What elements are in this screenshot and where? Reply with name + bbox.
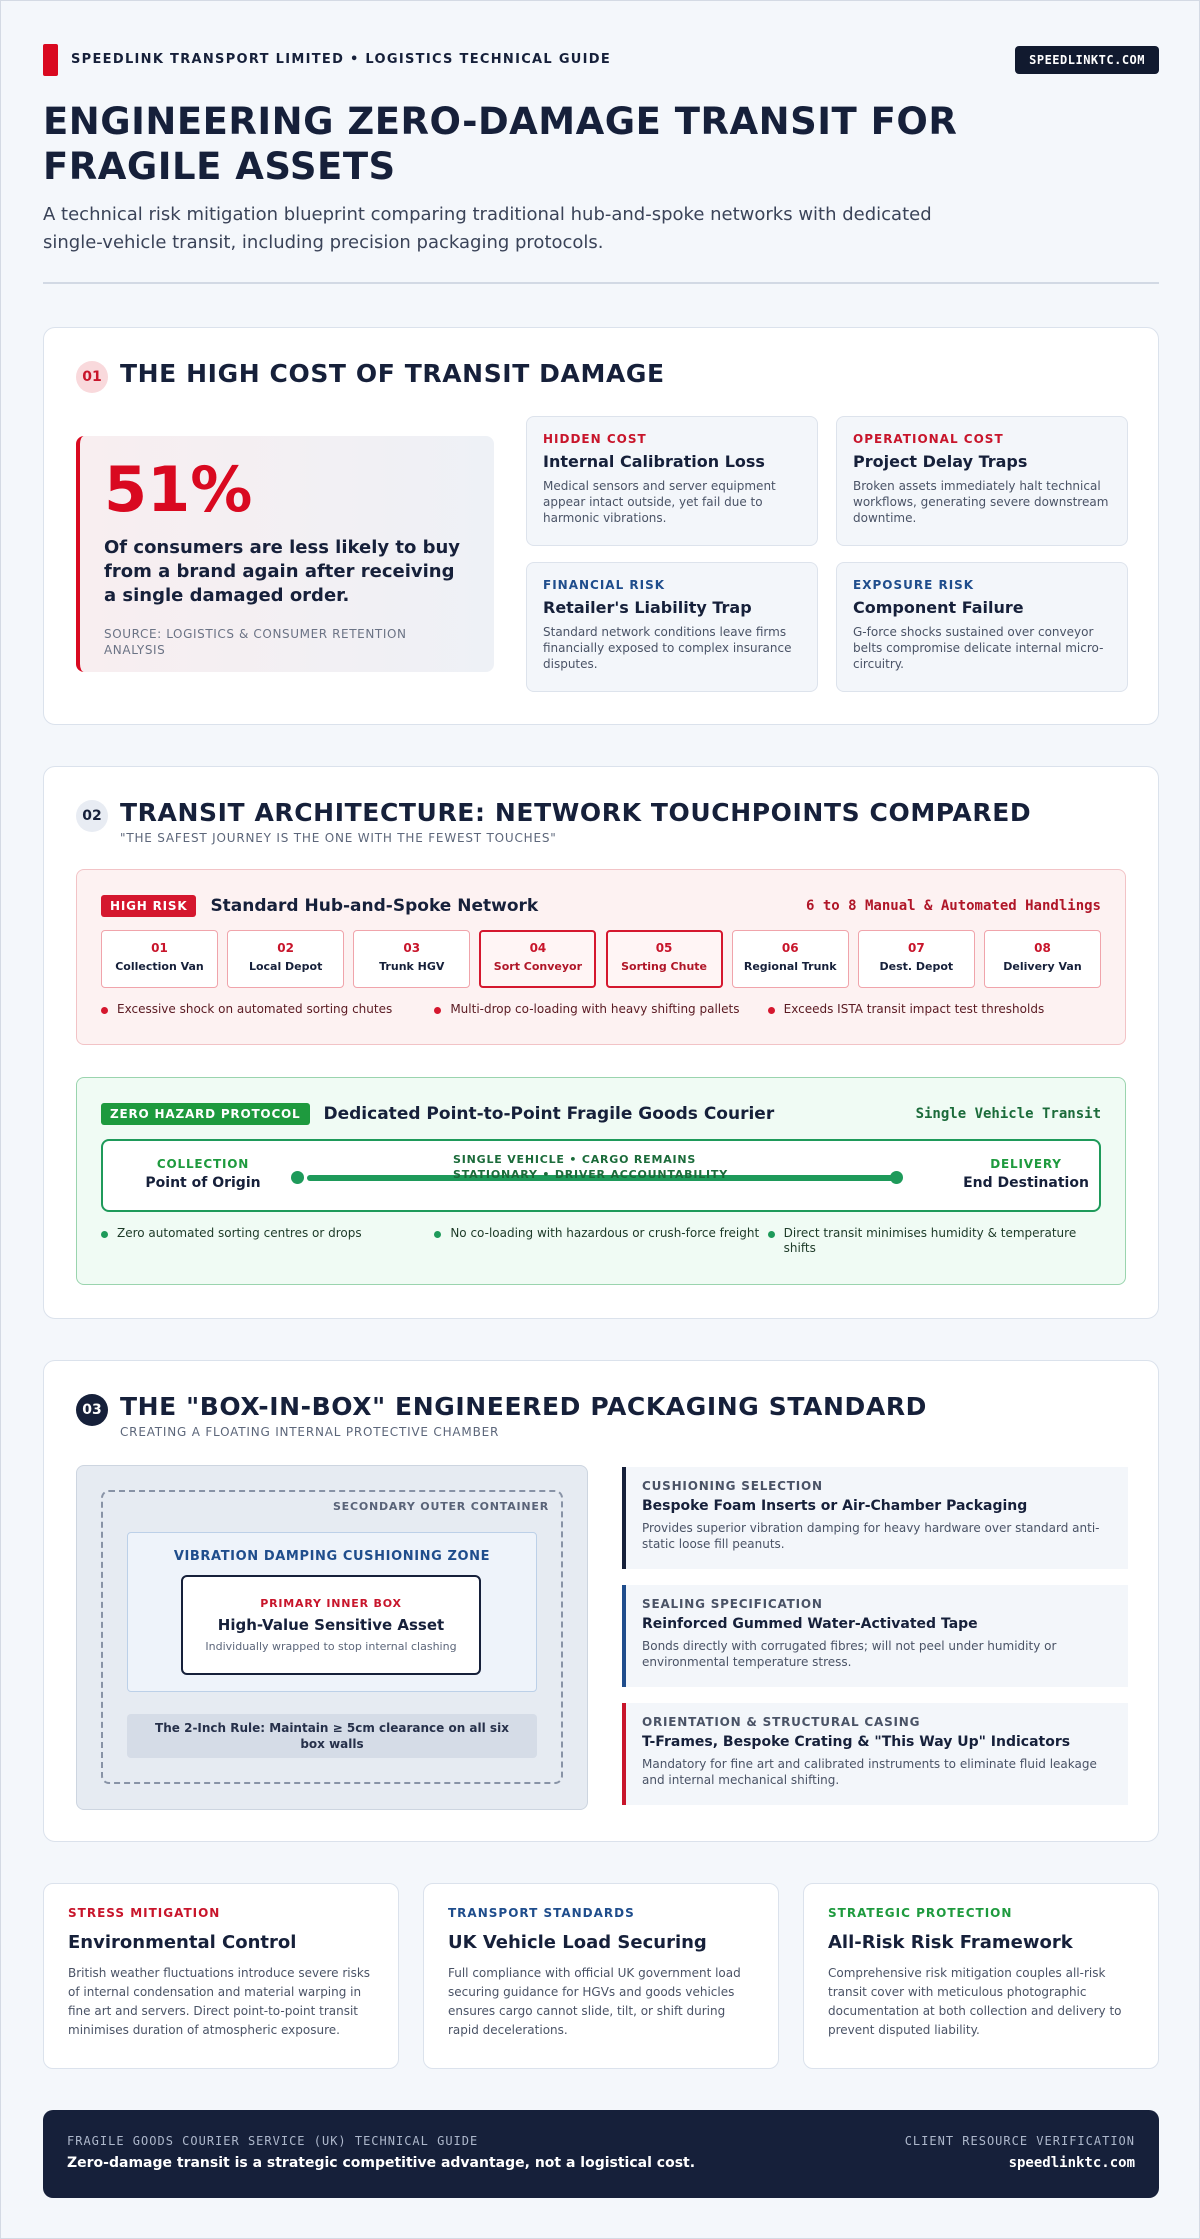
spec-item xyxy=(622,1467,1128,1569)
spec-item xyxy=(622,1585,1128,1687)
header-divider xyxy=(43,282,1159,284)
destination-name: End Destination xyxy=(963,1175,1089,1191)
touchpoint-name: Sorting Chute xyxy=(621,960,708,973)
spec-item xyxy=(622,1703,1128,1805)
spec-desc: Bonds directly with corrugated fibres; will not peel under humidity or environmental temperature stress. xyxy=(642,1639,1057,1669)
brand-mark-icon xyxy=(43,44,58,76)
spec-desc: Mandatory for fine art and calibrated instruments to eliminate fluid leakage and internal mechanical shifting. xyxy=(642,1757,1097,1787)
risk-title: Retailer's Liability Trap xyxy=(543,598,752,617)
footer-text: Zero-damage transit is a strategic competitive advantage, not a logistical cost. xyxy=(67,2155,696,2171)
info-card-title: All-Risk Risk Framework xyxy=(828,1932,1073,1953)
destination-label: DELIVERY xyxy=(990,1157,1062,1171)
touchpoint-number: 08 xyxy=(1034,941,1051,955)
info-card-desc: Full compliance with official UK government load securing guidance for HGVs and goods vehicles ensures cargo cannot slide, tilt, or shift during rapid decelerations. xyxy=(448,1966,741,2037)
clearance-rule: The 2-Inch Rule: Maintain ≥ 5cm clearance on all six box walls xyxy=(127,1714,537,1758)
bullet-dot-icon xyxy=(434,1231,441,1238)
dedicated-bullets xyxy=(101,1226,1101,1256)
touchpoint-list xyxy=(101,930,1101,988)
list-item xyxy=(101,1002,434,1017)
page-title: ENGINEERING ZERO-DAMAGE TRANSIT FOR FRAGILE ASSETS xyxy=(43,100,958,188)
spec-tag: CUSHIONING SELECTION xyxy=(642,1479,823,1493)
risk-tag: EXPOSURE RISK xyxy=(853,578,975,592)
risk-title: Internal Calibration Loss xyxy=(543,452,765,471)
spec-title: Bespoke Foam Inserts or Air-Chamber Packaging xyxy=(642,1498,1028,1514)
section-number-badge: 01 xyxy=(76,361,108,393)
section-number-badge: 03 xyxy=(76,1394,108,1426)
risk-grid xyxy=(526,416,1128,692)
bullet-text: Excessive shock on automated sorting chutes xyxy=(117,1002,393,1016)
cushioning-zone-label: VIBRATION DAMPING CUSHIONING ZONE xyxy=(173,1549,491,1564)
hub-bullets xyxy=(101,1002,1101,1017)
list-item xyxy=(434,1002,767,1017)
risk-tag: HIDDEN COST xyxy=(543,432,647,446)
footer-verification-label: CLIENT RESOURCE VERIFICATION xyxy=(904,2134,1135,2148)
footer xyxy=(43,2110,1159,2198)
box-in-box-diagram xyxy=(76,1465,588,1810)
dedicated-header xyxy=(101,1103,1101,1125)
footer-domain-link[interactable]: speedlinktc.com xyxy=(1008,2155,1135,2171)
stat-callout xyxy=(76,436,494,672)
bullet-dot-icon xyxy=(101,1007,108,1014)
risk-title: Component Failure xyxy=(853,598,1024,617)
spec-tag: ORIENTATION & STRUCTURAL CASING xyxy=(642,1715,921,1729)
section-packaging-standard xyxy=(43,1360,1159,1842)
bullet-dot-icon xyxy=(434,1007,441,1014)
bullet-text: Exceeds ISTA transit impact test thresholds xyxy=(783,1002,1045,1016)
touchpoint xyxy=(732,930,849,988)
touchpoint-name: Local Depot xyxy=(248,960,323,973)
dedicated-title: Dedicated Point-to-Point Fragile Goods Courier xyxy=(323,1104,775,1124)
section-transit-architecture xyxy=(43,766,1159,1319)
list-item xyxy=(768,1226,1101,1256)
touchpoint-number: 07 xyxy=(907,941,925,955)
risk-card xyxy=(526,562,818,692)
touchpoint-number: 05 xyxy=(655,941,673,955)
risk-card xyxy=(526,416,818,546)
inner-box-tag: PRIMARY INNER BOX xyxy=(260,1597,402,1610)
brand-text: SPEEDLINK TRANSPORT LIMITED • LOGISTICS TECHNICAL GUIDE xyxy=(71,52,612,67)
page xyxy=(1,1,1200,2239)
touchpoint-high-shock xyxy=(479,930,596,988)
risk-card xyxy=(836,562,1128,692)
stat-text: Of consumers are less likely to buy from a brand again after receiving a single damaged order. xyxy=(104,537,461,606)
info-card-tag: TRANSPORT STANDARDS xyxy=(448,1906,635,1920)
list-item xyxy=(768,1002,1101,1017)
cushioning-zone xyxy=(127,1532,537,1692)
section-transit-damage xyxy=(43,327,1159,725)
bullet-text: Zero automated sorting centres or drops xyxy=(117,1226,362,1240)
list-item xyxy=(434,1226,767,1256)
hub-header xyxy=(101,895,1101,917)
handling-count: 6 to 8 Manual & Automated Handlings xyxy=(805,898,1101,914)
hub-title: Standard Hub-and-Spoke Network xyxy=(210,896,539,916)
touchpoint xyxy=(858,930,975,988)
touchpoint-number: 01 xyxy=(151,941,168,955)
info-card-tag: STRESS MITIGATION xyxy=(68,1906,221,1920)
touchpoint-high-shock xyxy=(606,930,723,988)
list-item xyxy=(101,1226,434,1256)
zero-hazard-badge: ZERO HAZARD PROTOCOL xyxy=(101,1103,310,1125)
bullet-dot-icon xyxy=(768,1007,775,1014)
hub-network-panel xyxy=(76,869,1126,1045)
risk-desc: Standard network conditions leave firms financially exposed to complex insurance disputes. xyxy=(543,625,792,671)
section-header xyxy=(76,797,1126,845)
info-card-environmental xyxy=(43,1883,399,2069)
touchpoint-name: Regional Trunk xyxy=(743,960,837,973)
origin-name: Point of Origin xyxy=(145,1175,261,1191)
info-card-title: Environmental Control xyxy=(68,1932,297,1953)
section-number-badge: 02 xyxy=(76,800,108,832)
section-header xyxy=(76,358,1126,393)
info-card-tag: STRATEGIC PROTECTION xyxy=(828,1906,1013,1920)
bullet-text: Direct transit minimises humidity & temperature shifts xyxy=(783,1226,1077,1255)
info-card-load-securing xyxy=(423,1883,779,2069)
risk-desc: G-force shocks sustained over conveyor belts compromise delicate internal micro-circuitry. xyxy=(853,625,1104,671)
risk-tag: OPERATIONAL COST xyxy=(853,432,1004,446)
touchpoint-name: Trunk HGV xyxy=(379,960,445,973)
bullet-dot-icon xyxy=(768,1231,775,1238)
route-diagram xyxy=(101,1139,1101,1212)
section-title: THE "BOX-IN-BOX" ENGINEERED PACKAGING STANDARD xyxy=(120,1392,928,1421)
brand xyxy=(43,44,611,76)
bullet-text: Multi-drop co-loading with heavy shifting pallets xyxy=(450,1002,740,1016)
info-card-desc: British weather fluctuations introduce severe risks of internal condensation and material warping in fine art and servers. Direct point-to-point transit minimises duration of atmospheric exposure. xyxy=(68,1966,371,2037)
bullet-text: No co-loading with hazardous or crush-force freight xyxy=(450,1226,760,1240)
spec-desc: Provides superior vibration damping for heavy hardware over standard anti-static loose fill peanuts. xyxy=(642,1521,1100,1551)
section-title: TRANSIT ARCHITECTURE: NETWORK TOUCHPOINTS COMPARED xyxy=(120,798,1032,827)
touchpoint xyxy=(984,930,1101,988)
stat-source: SOURCE: LOGISTICS & CONSUMER RETENTION ANALYSIS xyxy=(104,627,407,657)
inner-box-title: High-Value Sensitive Asset xyxy=(217,1616,445,1634)
risk-tag: FINANCIAL RISK xyxy=(543,578,666,592)
section-subtitle: CREATING A FLOATING INTERNAL PROTECTIVE CHAMBER xyxy=(120,1425,500,1439)
domain-badge[interactable]: SPEEDLINKTC.COM xyxy=(1015,46,1159,74)
high-risk-badge: HIGH RISK xyxy=(101,895,196,917)
info-card-risk-framework xyxy=(803,1883,1159,2069)
touchpoint-number: 03 xyxy=(403,941,421,955)
info-card-title: UK Vehicle Load Securing xyxy=(448,1932,707,1953)
section-header xyxy=(76,1391,1126,1439)
touchpoint-name: Dest. Depot xyxy=(879,960,954,973)
touchpoint xyxy=(353,930,470,988)
touchpoint-name: Sort Conveyor xyxy=(493,960,583,973)
touchpoint-name: Collection Van xyxy=(115,960,204,973)
risk-desc: Medical sensors and server equipment appear intact outside, yet fail due to harmonic vibrations. xyxy=(543,479,776,525)
route-destination xyxy=(931,1157,1121,1191)
touchpoint-number: 02 xyxy=(277,941,294,955)
outer-container-label: SECONDARY OUTER CONTAINER xyxy=(332,1500,549,1513)
risk-title: Project Delay Traps xyxy=(853,452,1028,471)
spec-title: Reinforced Gummed Water-Activated Tape xyxy=(642,1616,978,1632)
touchpoint xyxy=(101,930,218,988)
touchpoint-number: 04 xyxy=(529,941,547,955)
footer-label: FRAGILE GOODS COURIER SERVICE (UK) TECHNICAL GUIDE xyxy=(67,2134,479,2148)
origin-label: COLLECTION xyxy=(156,1157,250,1171)
inner-box xyxy=(181,1575,481,1675)
inner-box-note: Individually wrapped to stop internal clashing xyxy=(205,1640,457,1653)
section-subtitle: "THE SAFEST JOURNEY IS THE ONE WITH THE FEWEST TOUCHES" xyxy=(120,831,557,845)
bullet-dot-icon xyxy=(101,1231,108,1238)
info-card-desc: Comprehensive risk mitigation couples all-risk transit cover with meticulous photographic documentation at both collection and delivery to prevent disputed liability. xyxy=(828,1966,1122,2037)
packaging-specs xyxy=(622,1467,1128,1821)
dedicated-courier-panel xyxy=(76,1077,1126,1285)
route-label: SINGLE VEHICLE • CARGO REMAINS STATIONARY • DRIVER ACCOUNTABILITY xyxy=(453,1153,729,1181)
touchpoint-name: Delivery Van xyxy=(1003,960,1082,973)
risk-desc: Broken assets immediately halt technical workflows, generating severe downstream downtime. xyxy=(853,479,1109,525)
single-vehicle-label: Single Vehicle Transit xyxy=(915,1106,1101,1122)
route-start-dot-icon xyxy=(291,1171,304,1184)
page-subtitle: A technical risk mitigation blueprint comparing traditional hub-and-spoke networks with dedicated single-vehicle transit, including precision packaging protocols. xyxy=(43,204,932,253)
top-bar xyxy=(43,1,1159,76)
spec-title: T-Frames, Bespoke Crating & "This Way Up" Indicators xyxy=(642,1734,1071,1750)
section-title: THE HIGH COST OF TRANSIT DAMAGE xyxy=(120,359,665,388)
touchpoint-number: 06 xyxy=(781,941,799,955)
spec-tag: SEALING SPECIFICATION xyxy=(642,1597,823,1611)
touchpoint xyxy=(227,930,344,988)
route-origin xyxy=(123,1157,283,1191)
stat-value: 51% xyxy=(104,453,253,526)
risk-card xyxy=(836,416,1128,546)
route-end-dot-icon xyxy=(890,1171,903,1184)
outer-container xyxy=(101,1490,563,1784)
